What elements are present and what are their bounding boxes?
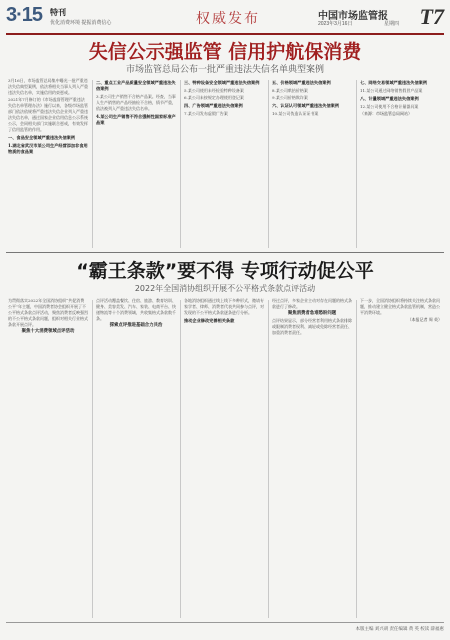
paragraph: 11.某公司通过网络销售假冒产品案 [360, 88, 423, 93]
paragraph: 7.某公司发布虚假广告案 [184, 111, 228, 116]
article1-column-2 [96, 78, 176, 250]
column-name: 特刊 [50, 7, 66, 17]
article1-column-1 [8, 78, 88, 250]
subheading: 一、食品安全领域严重违法失信案例 [8, 135, 76, 140]
article1-column-4 [272, 78, 352, 250]
article-separator [6, 252, 444, 253]
issue-date: 2023年3月16日 [318, 21, 353, 27]
paragraph: 9.某公司价格欺诈案 [272, 95, 308, 100]
subheading: 七、网络交易领域严重违法失信案例 [360, 80, 428, 85]
article1-subheadline: 市场监管总局公布一批严重违法失信名单典型案例 [125, 65, 324, 75]
section-heading: 聚焦十大消费领域点评活动 [21, 329, 75, 334]
paragraph: 为贯彻落实2022年全国消协组织“共促消费公平”年主题，中国消费者协会组织开展了不公平格式条款点评活动，聚焦消费者反映强烈的不公平格式条款问题，组织对相关行业格式条款开展点评。 [8, 298, 88, 327]
paragraph: 点评结果显示，部分经营者利用格式条款排除或限制消费者权利、减轻或免除经营者责任、加重消费者责任。 [272, 318, 352, 335]
column-divider [356, 300, 357, 618]
section-heading: 探索点评推进基础合力共治 [109, 323, 163, 328]
source-note: （来源：市场监管总局网站） [360, 111, 412, 116]
masthead [6, 4, 444, 32]
issue-number: 3·15 [6, 4, 43, 26]
paragraph: 2021年7月修订的《市场监督管理严重违法失信名单管理办法》施行以来，各级市场监管部门依法依规将严重违法失信企业列入严重违法失信名单，通过国家企业信用信息公示系统公示，会同相关部门实施联合惩戒，有效发挥了信用监管的作用。 [8, 97, 88, 132]
paragraph: 各地消协组织通过线上线下多种形式，邀请专家学者、律师、消费者代表共同参与点评，对发现的不公平格式条款逐条进行分析。 [184, 298, 264, 315]
subheading: 三、特种设备安全领域严重违法失信案例 [184, 80, 260, 85]
subheading: 六、认证认可领域严重违法失信案例 [272, 103, 340, 108]
article2-column-3 [184, 298, 264, 620]
footer-editors: 本版主编 刘兴胡 责任编辑 黄 英 校读 薛福惠 [355, 626, 444, 631]
paragraph: 6.某公司未按规定办理使用登记案 [184, 95, 244, 100]
article1-column-3 [184, 78, 264, 250]
column-divider [268, 80, 269, 248]
paragraph: 3月16日，市场监管总局集中曝光一批严重违法失信典型案例，依法将相关当事人列入严重违法失信名单，实施信用约束惩戒。 [8, 78, 88, 95]
column-divider [92, 300, 93, 618]
subheading: 4.某公司生产销售不符合强制性国家标准产品案 [96, 114, 176, 125]
paragraph: 3.某公司生产销售不合格产品案。经查，当事人生产销售的产品经抽检不合格，情节严重，依法被列入严重违法失信名单。 [96, 94, 176, 111]
section-title: 权威发布 [196, 11, 260, 27]
article2-column-2 [96, 298, 176, 620]
column-divider [268, 300, 269, 618]
paragraph: 12.某公司使用不合格计量器具案 [360, 104, 419, 109]
subheading: 八、计量领域严重违法失信案例 [360, 96, 419, 101]
page-number: T7 [419, 4, 444, 29]
article2-column-4 [272, 298, 352, 620]
section-heading: 聚焦消费者急难愁盼问题 [287, 311, 337, 316]
paper-name: 中国市场监管报 [318, 11, 388, 22]
article2-subheadline: 2022年全国消协组织开展不公平格式条款点评活动 [134, 284, 316, 293]
column-divider [180, 300, 181, 618]
column-divider [356, 80, 357, 248]
subheading: 1.湖北省武汉市某公司生产经营添加非食用物质的食品案 [8, 143, 88, 154]
subheading: 五、价格领域严重违法失信案例 [272, 80, 331, 85]
subheading: 二、重点工业产品质量安全领域严重违法失信案例 [96, 80, 176, 91]
column-divider [180, 80, 181, 248]
article1-headline: 失信公示强监管 信用护航保消费 [88, 41, 362, 63]
paragraph: 5.某公司使用未经检验特种设备案 [184, 88, 244, 93]
subheading: 推动企业修改完善相关条款 [184, 318, 235, 323]
paragraph: 下一步，全国消协组织将持续关注格式条款问题，推动建立健全格式条款监管机制，营造公平消费环境。 [360, 298, 440, 315]
subheading: 四、广告领域严重违法失信案例 [184, 103, 243, 108]
issue-weekday: 星期四 [384, 21, 400, 27]
column-subtitle: 优化消费环境 提振消费信心 [50, 20, 112, 26]
article2-column-1 [8, 298, 88, 620]
article2-column-5 [360, 298, 442, 620]
masthead-rule [6, 33, 444, 35]
byline: （本报记者 周 英） [407, 317, 442, 322]
column-divider [92, 80, 93, 248]
paragraph: 8.某公司哄抬价格案 [272, 88, 308, 93]
paragraph: 10.某公司伪造认证证书案 [272, 111, 319, 116]
article2-headline: “霸王条款”要不得 专项行动促公平 [76, 260, 374, 282]
paragraph: 点评活动覆盖餐饮、住宿、旅游、教育培训、健身、美容美发、汽车、家装、电商平台、快递物流等十个消费领域，共收集格式条款数千条。 [96, 298, 176, 321]
article1-column-5 [360, 78, 442, 250]
footer-rule [6, 622, 444, 623]
paragraph: 经过点评，多家企业主动对存在问题的格式条款进行了修改。 [272, 298, 352, 309]
